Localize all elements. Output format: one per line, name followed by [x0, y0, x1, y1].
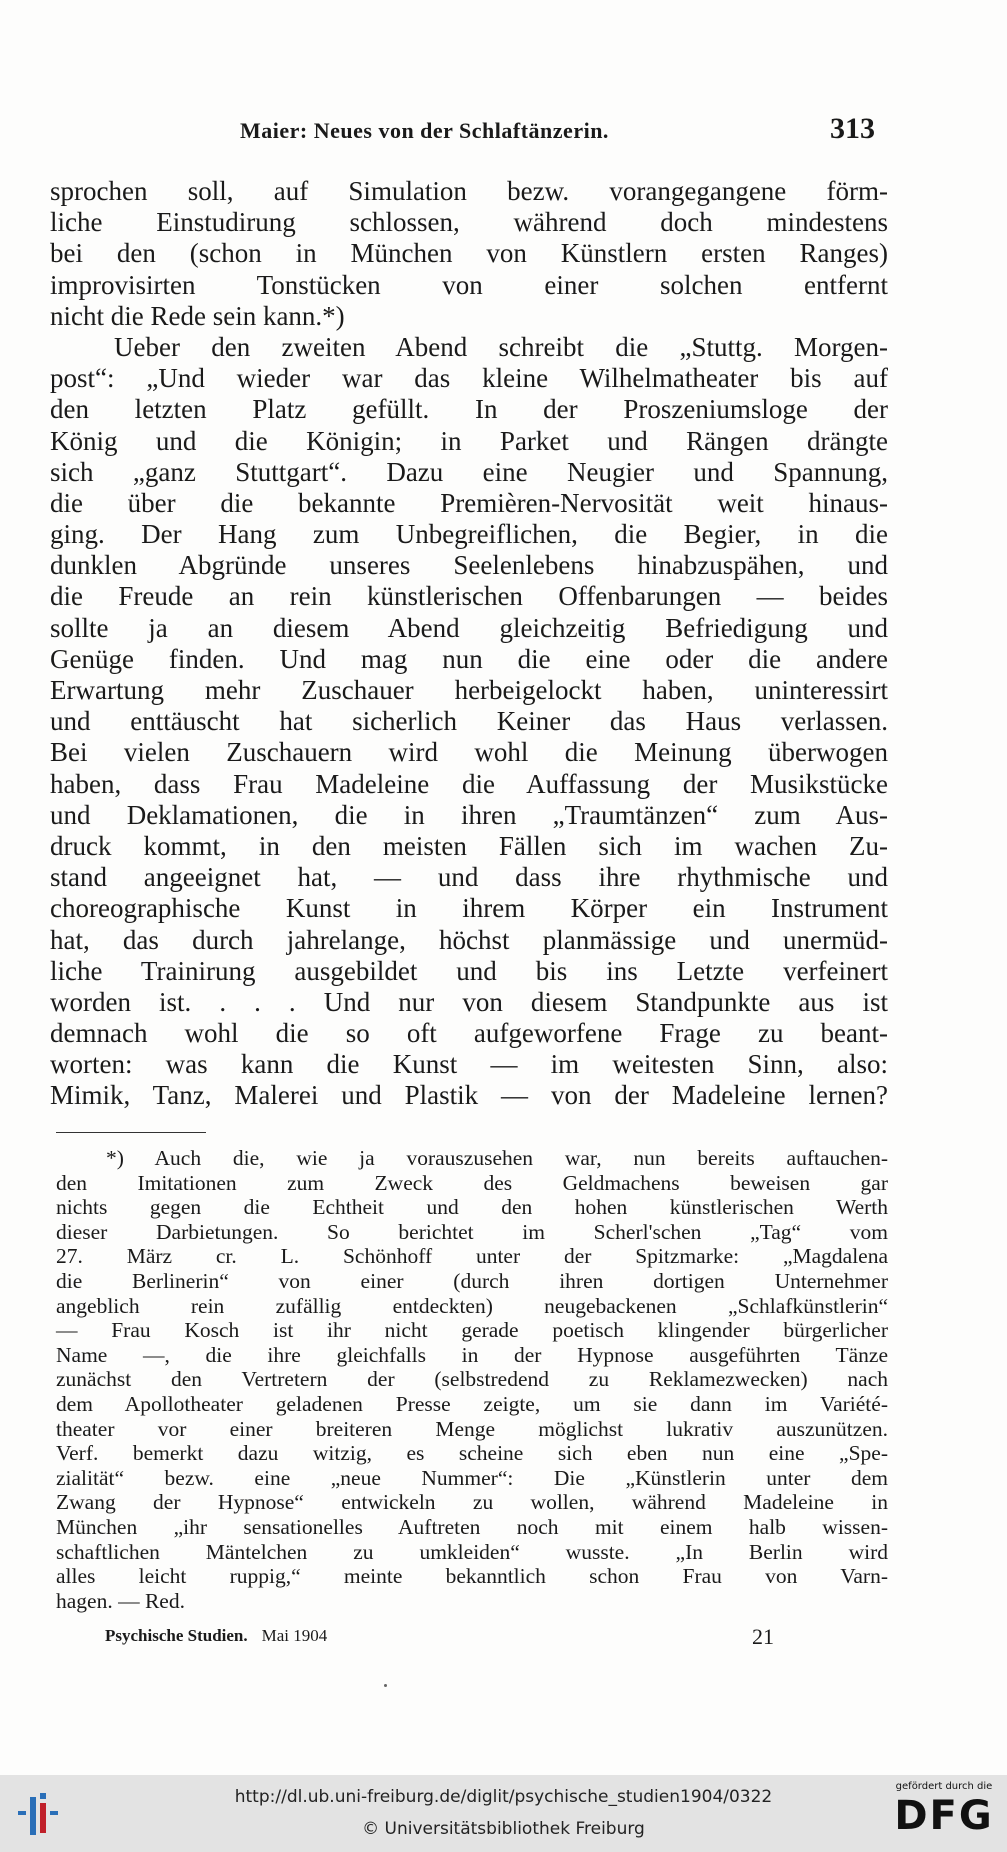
- dfg-tagline: gefördert durch die: [895, 1781, 993, 1792]
- footnote-line: nichts gegen die Echtheit und den hohen künstlerischen Werth: [56, 1195, 888, 1220]
- footnote-line: Verf. bemerkt dazu witzig, es scheine sich eben nun eine „Spe-: [56, 1441, 888, 1466]
- text-line: Bei vielen Zuschauern wird wohl die Meinung überwogen: [50, 737, 888, 768]
- text-line: Mimik, Tanz, Malerei und Plastik — von der Madeleine lernen?: [50, 1080, 888, 1111]
- footnote-line: München „ihr sensationelles Auftreten noch mit einem halb wissen-: [56, 1514, 888, 1539]
- signature-journal: Psychische Studien.: [105, 1626, 248, 1645]
- text-line: Ueber den zweiten Abend schreibt die „Stuttg. Morgen-: [114, 331, 888, 362]
- footnote-line: dieser Darbietungen. So berichtet im Scherl'schen „Tag“ vom: [56, 1219, 888, 1244]
- text-line: die Freude an rein künstlerischen Offenbarungen — beides: [50, 581, 888, 612]
- text-line: sprochen soll, auf Simulation bezw. vorangegangene förm-: [50, 176, 888, 206]
- text-line: haben, dass Frau Madeleine die Auffassung der Musikstücke: [50, 768, 888, 799]
- permalink-url[interactable]: http://dl.ub.uni-freiburg.de/diglit/psychische_studien1904/0322: [234, 1787, 773, 1807]
- dfg-wordmark: DFG: [894, 1793, 994, 1839]
- text-line: worden ist. . . . Und nur von diesem Standpunkte aus ist: [50, 986, 888, 1017]
- footnote-line: — Frau Kosch ist ihr nicht gerade poetisch klingender bürgerlicher: [56, 1318, 888, 1343]
- footnote-line: den Imitationen zum Zweck des Geldmachens beweisen gar: [56, 1170, 888, 1195]
- text-line: improvisirten Tonstücken von einer solchen entfernt: [50, 269, 888, 300]
- text-line: hat, das durch jahrelange, höchst planmässige und unermüd-: [50, 924, 888, 955]
- printer-signature: [105, 1626, 327, 1646]
- text-line: und enttäuscht hat sicherlich Keiner das Haus verlassen.: [50, 706, 888, 737]
- footnote-line: zunächst den Vertretern der (selbstredend zu Reklamezwecken) nach: [56, 1367, 888, 1392]
- signature-sheet-number: 21: [752, 1624, 774, 1649]
- text-line: sich „ganz Stuttgart“. Dazu eine Neugier und Spannung,: [50, 456, 888, 487]
- footnote-line: zialität“ bezw. eine „neue Nummer“: Die „Künstlerin unter dem: [56, 1465, 888, 1490]
- paper-speck: [384, 1684, 387, 1687]
- footnote-line: Name —, die ihre gleichfalls in der Hypnose ausgeführten Tänze: [56, 1342, 888, 1367]
- footnote-line: theater vor einer breiteren Menge möglichst lukrativ auszunützen.: [56, 1416, 888, 1441]
- main-text: [50, 176, 888, 1112]
- viewer-footer: [0, 1775, 1007, 1852]
- footnote-line: dem Apollotheater geladenen Presse zeigte, um sie dann im Variété-: [56, 1391, 888, 1416]
- text-line: choreographische Kunst in ihrem Körper ein Instrument: [50, 893, 888, 924]
- footnote-line: Zwang der Hypnose“ entwickeln zu wollen, während Madeleine in: [56, 1490, 888, 1515]
- copyright-notice: © Universitätsbibliothek Freiburg: [362, 1819, 645, 1839]
- text-line: König und die Königin; in Parket und Rängen drängte: [50, 425, 888, 456]
- text-line: bei den (schon in München von Künstlern ersten Ranges): [50, 238, 888, 269]
- text-line: stand angeeignet hat, — und dass ihre rhythmische und: [50, 862, 888, 893]
- text-line: liche Trainirung ausgebildet und bis ins Letzte verfeinert: [50, 955, 888, 986]
- text-line: liche Einstudirung schlossen, während doch mindestens: [50, 207, 888, 238]
- text-line: demnach wohl die so oft aufgeworfene Frage zu beant-: [50, 1018, 888, 1049]
- text-line: und Deklamationen, die in ihren „Traumtänzen“ zum Aus-: [50, 799, 888, 830]
- text-line: ging. Der Hang zum Unbegreiflichen, die Begier, in die: [50, 519, 888, 550]
- running-title: Maier: Neues von der Schlaftänzerin.: [240, 118, 609, 143]
- text-line: nicht die Rede sein kann.*): [50, 300, 345, 331]
- footnote-line: 27. März cr. L. Schönhoff unter der Spitzmarke: „Magdalena: [56, 1244, 888, 1269]
- text-line: druck kommt, in den meisten Fällen sich im wachen Zu-: [50, 830, 888, 861]
- text-line: die über die bekannte Premièren-Nervosität weit hinaus-: [50, 487, 888, 518]
- footnote-line: die Berlinerin“ von einer (durch ihren dortigen Unternehmer: [56, 1268, 888, 1293]
- text-line: Erwartung mehr Zuschauer herbeigelockt haben, uninteressirt: [50, 675, 888, 705]
- footnote-line: schaftlichen Mäntelchen zu umkleiden“ wusste. „In Berlin wird: [56, 1539, 888, 1564]
- footnote-rule: [56, 1132, 206, 1133]
- text-line: Genüge finden. Und mag nun die eine oder die andere: [50, 643, 888, 674]
- text-line: post“: „Und wieder war das kleine Wilhelmatheater bis auf: [50, 363, 888, 394]
- signature-month: Mai 1904: [261, 1626, 328, 1645]
- dfg-logo[interactable]: [888, 1781, 1000, 1847]
- text-line: sollte ja an diesem Abend gleichzeitig Befriedigung und: [50, 612, 888, 643]
- footnote-line: hagen. — Red.: [56, 1588, 185, 1613]
- text-line: worten: was kann die Kunst — im weitesten Sinn, also:: [50, 1049, 888, 1080]
- footnote-line: alles leicht ruppig,“ meinte bekanntlich schon Frau von Varn-: [56, 1564, 888, 1589]
- footnote: [56, 1146, 888, 1613]
- footnote-line: *) Auch die, wie ja vorauszusehen war, nun bereits auftauchen-: [106, 1146, 888, 1170]
- text-line: dunklen Abgründe unseres Seelenlebens hinabzuspähen, und: [50, 550, 888, 581]
- page-number: 313: [830, 112, 875, 145]
- text-line: den letzten Platz gefüllt. In der Proszeniumsloge der: [50, 394, 888, 425]
- running-header: [0, 112, 1007, 152]
- footnote-line: angeblich rein zufällig entdeckten) neugebackenen „Schlafkünstlerin“: [56, 1293, 888, 1318]
